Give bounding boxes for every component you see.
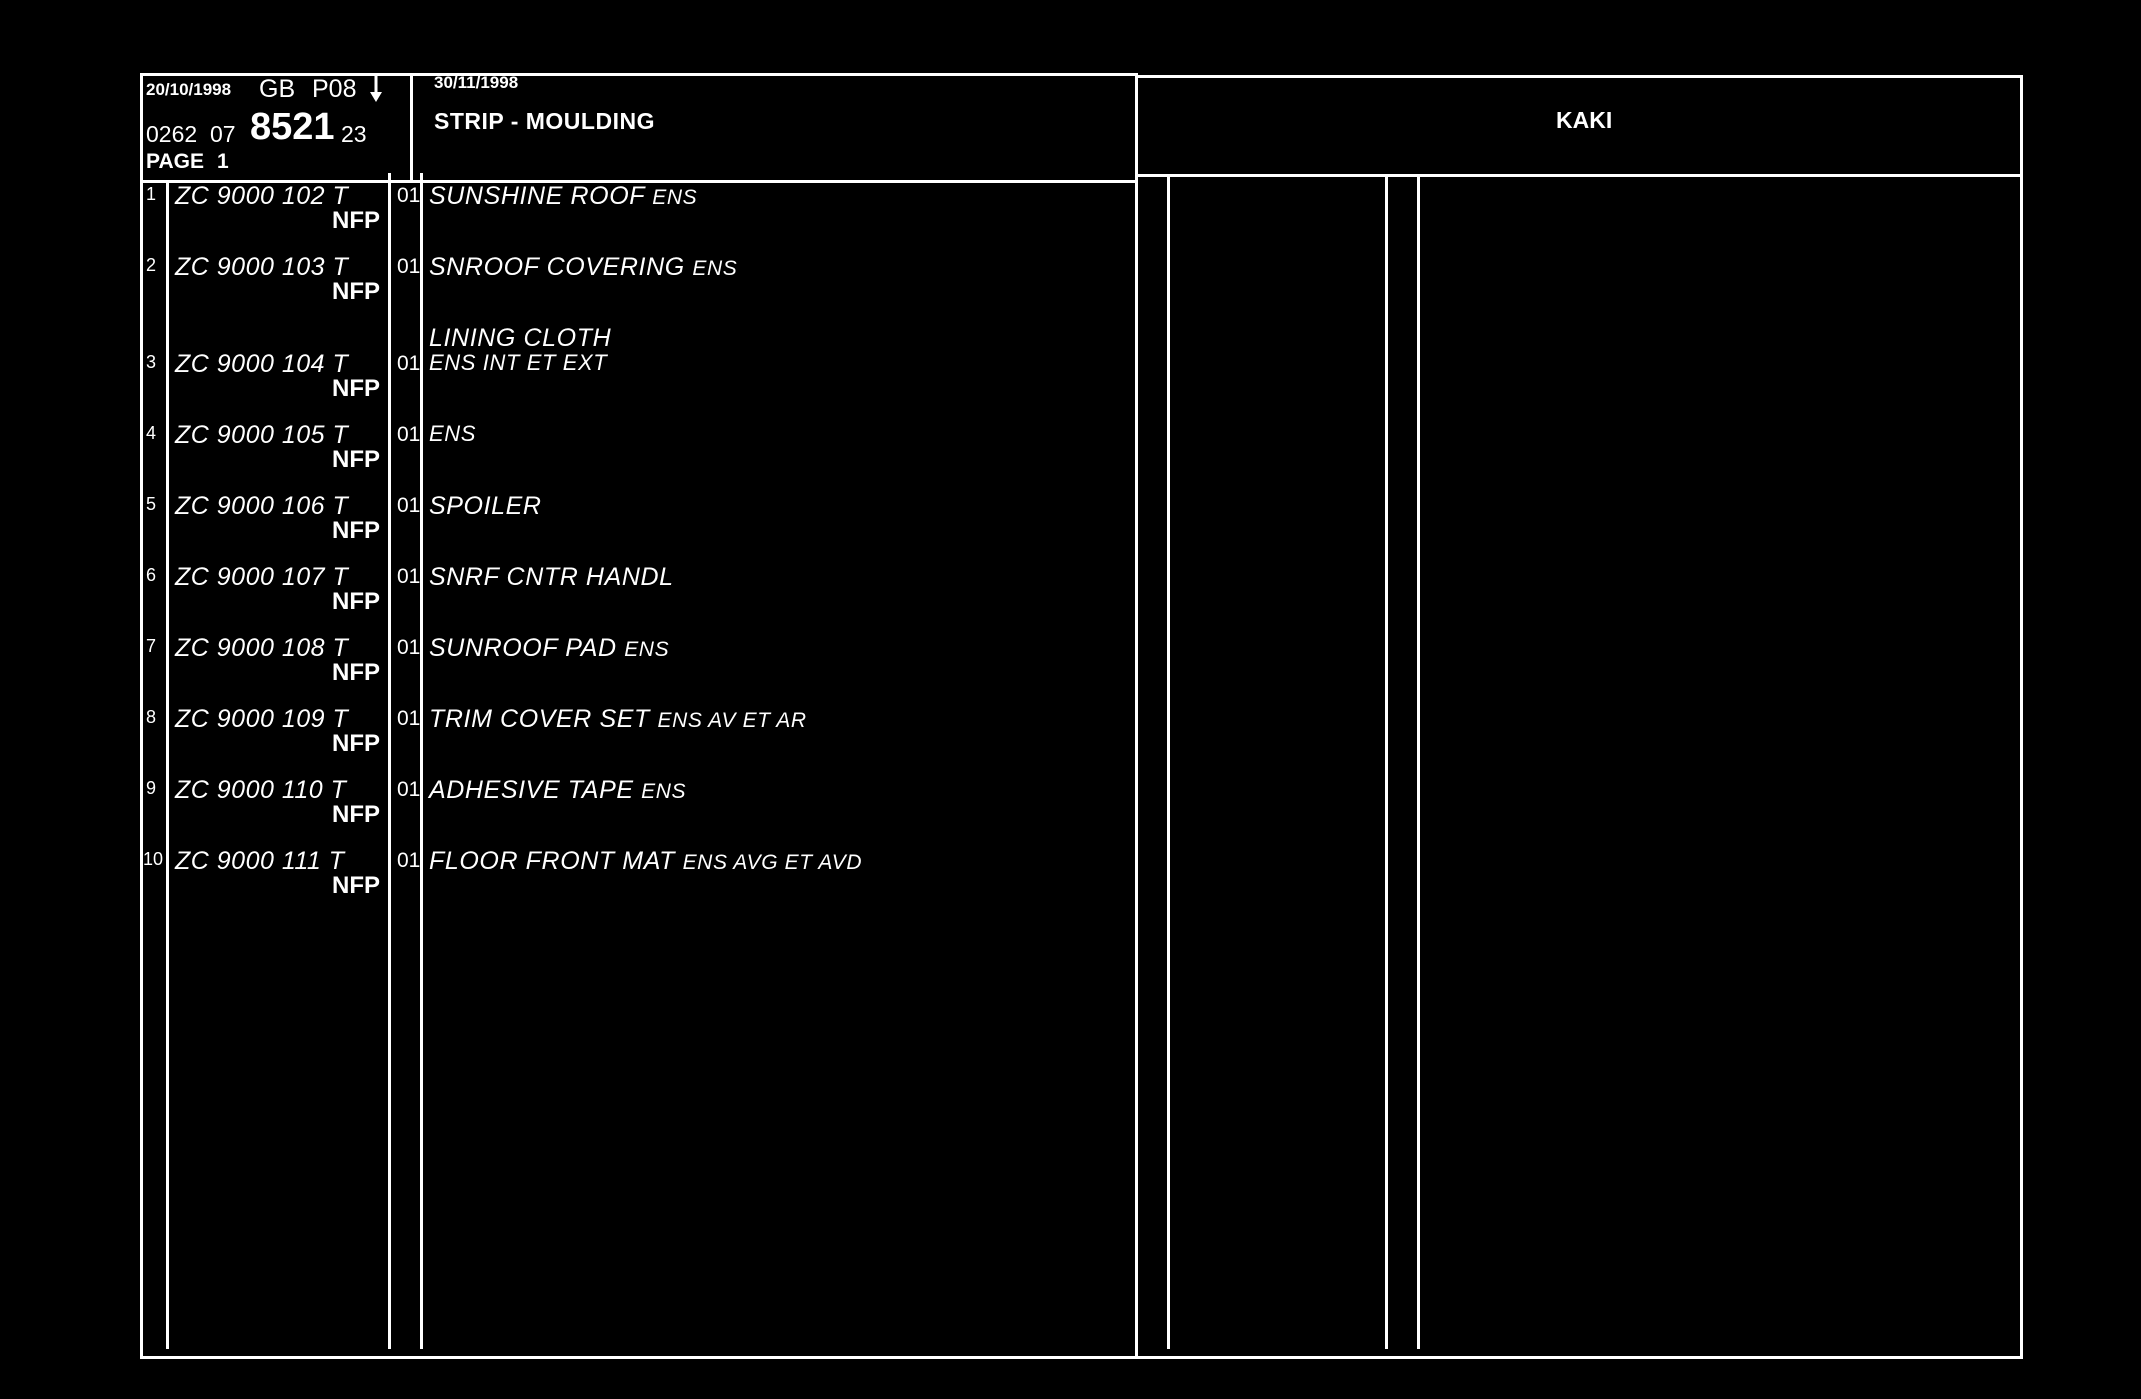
table-row [0, 423, 1140, 494]
program-code: P08 [312, 75, 357, 103]
table-row [0, 849, 1140, 920]
date-left: 20/10/1998 [146, 80, 232, 99]
part-number: ZC 9000 107 T [175, 563, 349, 591]
row-number: 8 [146, 707, 157, 727]
part-number: ZC 9000 103 T [175, 253, 349, 281]
quantity: 01 [397, 423, 421, 446]
frame-bottom [140, 1356, 2023, 1359]
part-number: ZC 9000 110 T [175, 776, 347, 804]
description: SNRF CNTR HANDL [429, 563, 674, 591]
country-code: GB [259, 75, 296, 103]
right-col-line-1 [1167, 177, 1170, 1349]
part-tag: NFP [332, 446, 380, 473]
row-number: 7 [146, 636, 157, 656]
description: ENS INT ET EXT [429, 350, 608, 375]
description: SPOILER [429, 492, 542, 520]
ref-main: 8521 [250, 106, 335, 148]
ref-b: 07 [210, 121, 236, 147]
description: SUNSHINE ROOF ENS [429, 182, 698, 210]
table-row [0, 565, 1140, 636]
table-row [0, 324, 1140, 423]
row-number: 1 [146, 184, 157, 204]
row-number: 6 [146, 565, 157, 585]
row-number: 5 [146, 494, 157, 514]
part-tag: NFP [332, 659, 380, 686]
document-title: STRIP - MOULDING [434, 108, 655, 134]
row-number: 2 [146, 255, 157, 275]
part-tag: NFP [332, 730, 380, 757]
ref-c: 23 [341, 121, 367, 147]
part-tag: NFP [332, 207, 380, 234]
row-number: 3 [146, 352, 157, 372]
part-number: ZC 9000 111 T [175, 847, 345, 875]
part-tag: NFP [332, 375, 380, 402]
part-number: ZC 9000 109 T [175, 705, 349, 733]
table-row [0, 494, 1140, 565]
quantity: 01 [397, 778, 421, 801]
part-number: ZC 9000 108 T [175, 634, 349, 662]
description: SUNROOF PAD ENS [429, 634, 670, 662]
header-divider-1 [410, 73, 413, 183]
frame-right [2020, 75, 2023, 1359]
quantity: 01 [397, 184, 421, 207]
part-number: ZC 9000 102 T [175, 182, 349, 210]
part-tag: NFP [332, 872, 380, 899]
right-col-line-3 [1417, 177, 1420, 1349]
page-number: 1 [217, 150, 229, 173]
quantity: 01 [397, 255, 421, 278]
quantity: 01 [397, 707, 421, 730]
frame-top-right [1136, 75, 2023, 78]
row-number: 9 [146, 778, 157, 798]
ref-a: 0262 [146, 121, 198, 147]
part-tag: NFP [332, 278, 380, 305]
part-tag: NFP [332, 588, 380, 615]
header-bottom-right [1136, 174, 2023, 177]
right-col-line-2 [1385, 177, 1388, 1349]
date-right: 30/11/1998 [434, 73, 519, 92]
part-number: ZC 9000 106 T [175, 492, 349, 520]
quantity: 01 [397, 494, 421, 517]
quantity: 01 [397, 565, 421, 588]
table-row [0, 184, 1140, 255]
description-line-1: LINING CLOTH [429, 324, 612, 352]
part-number: ZC 9000 105 T [175, 421, 349, 449]
description: FLOOR FRONT MAT ENS AVG ET AVD [429, 847, 863, 875]
row-number: 10 [143, 849, 164, 869]
table-row [0, 778, 1140, 849]
row-number: 4 [146, 423, 157, 443]
table-row [0, 707, 1140, 778]
page-label: PAGE [146, 150, 204, 173]
description: SNROOF COVERING ENS [429, 253, 738, 281]
quantity: 01 [397, 849, 421, 872]
quantity: 01 [397, 352, 421, 375]
description: ADHESIVE TAPE ENS [429, 776, 687, 804]
down-arrow-icon [368, 74, 384, 104]
description: ENS [429, 421, 477, 446]
quantity: 01 [397, 636, 421, 659]
description: TRIM COVER SET ENS AV ET AR [429, 705, 807, 733]
color-label: KAKI [1556, 107, 1613, 133]
part-number: ZC 9000 104 T [175, 350, 349, 378]
part-tag: NFP [332, 801, 380, 828]
table-row [0, 636, 1140, 707]
table-row [0, 255, 1140, 326]
part-tag: NFP [332, 517, 380, 544]
